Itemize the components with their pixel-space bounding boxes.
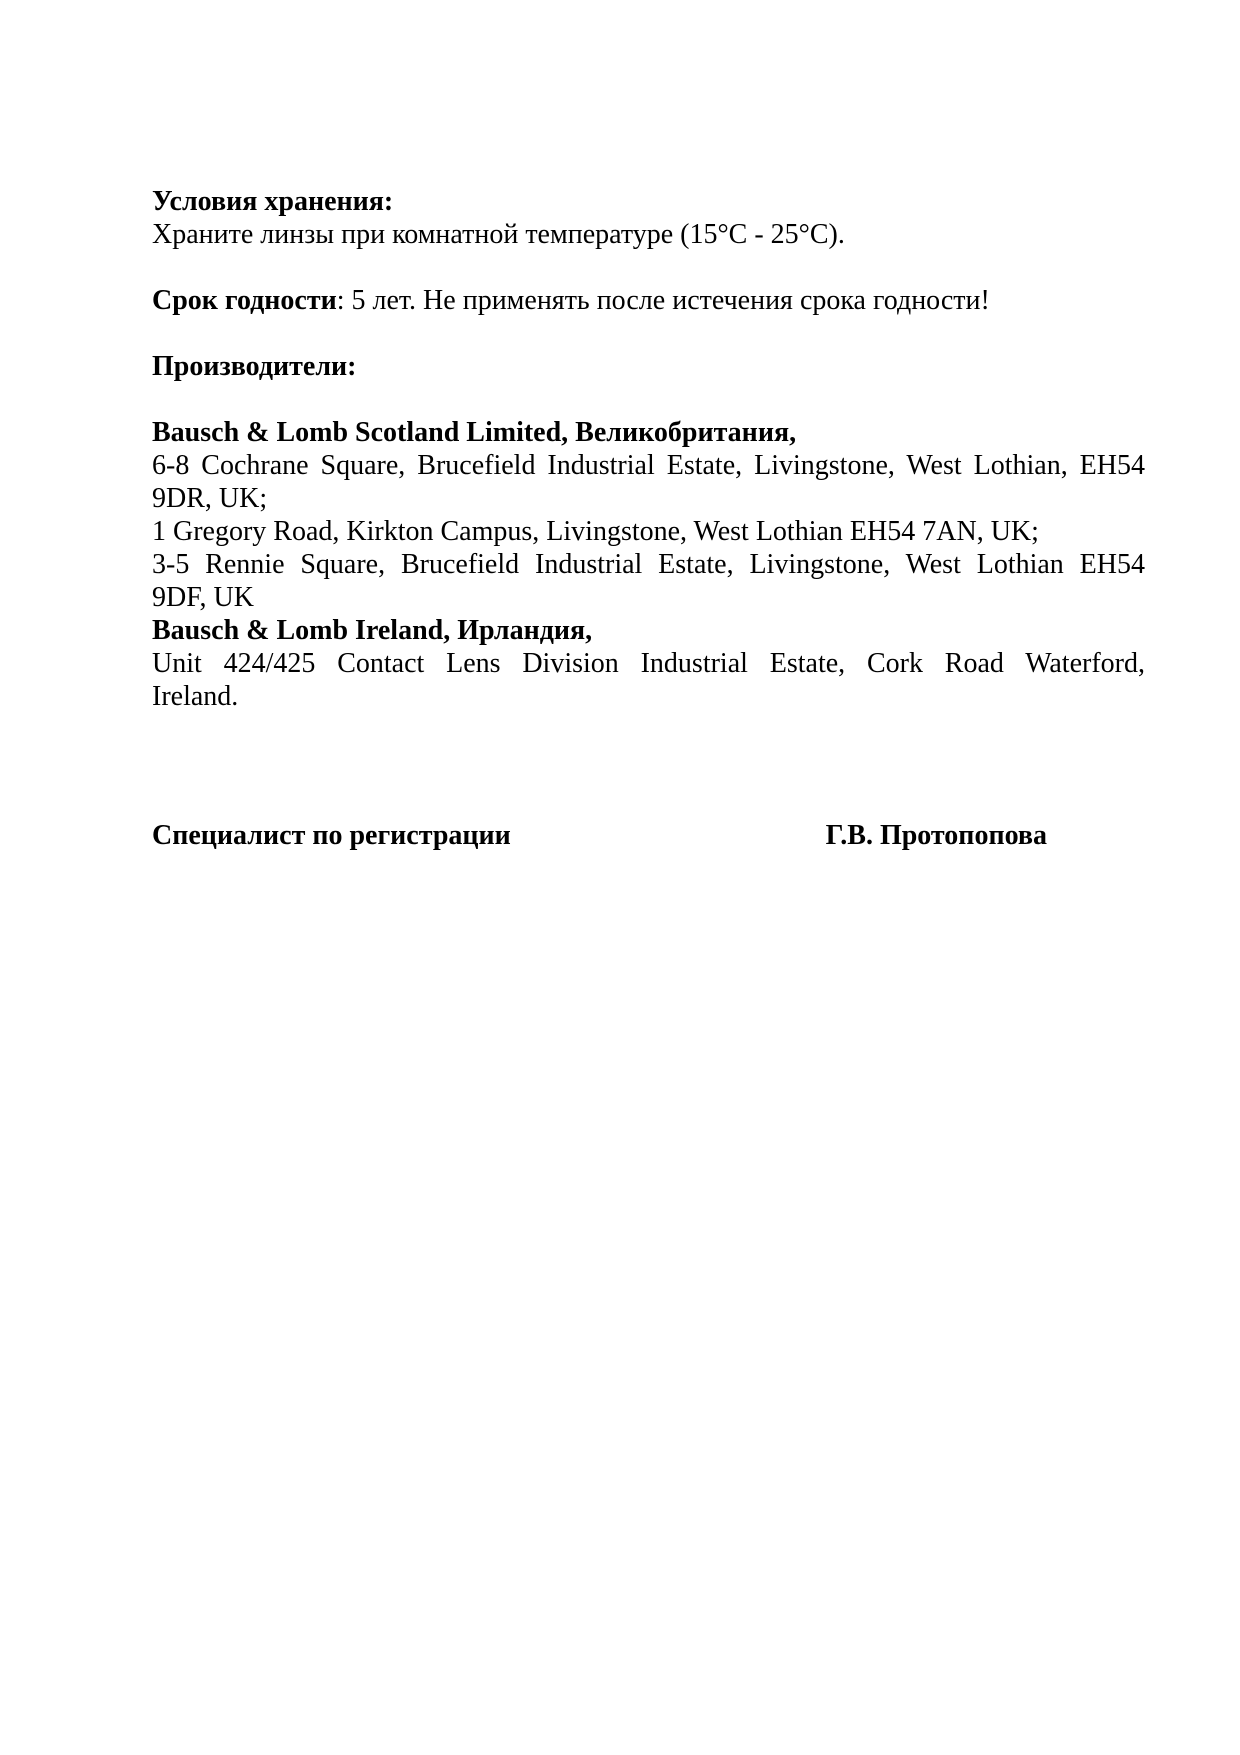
manufacturer-uk-address-line: 9DR, UK; (152, 483, 268, 514)
storage-conditions-heading: Условия хранения: (152, 186, 394, 217)
manufacturer-uk-address-line: 1 Gregory Road, Kirkton Campus, Livingstone, West Lothian EH54 7AN, UK; (152, 516, 1039, 547)
storage-conditions-text: Храните линзы при комнатной температуре (15°C - 25°C). (152, 219, 845, 250)
signature-role: Специалист по регистрации (152, 820, 511, 851)
manufacturer-ireland-name: Bausch & Lomb Ireland, Ирландия, (152, 615, 593, 646)
manufacturer-uk-address-line: 9DF, UK (152, 582, 254, 613)
manufacturer-ireland-address-line: Ireland. (152, 681, 239, 712)
manufacturer-uk-address-line: 3-5 Rennie Square, Brucefield Industrial Estate, Livingstone, West Lothian EH54 (152, 549, 1145, 580)
manufacturer-uk-name: Bausch & Lomb Scotland Limited, Великобритания, (152, 417, 797, 448)
manufacturer-uk-address-line: 6-8 Cochrane Square, Brucefield Industrial Estate, Livingstone, West Lothian, EH54 (152, 450, 1145, 481)
manufacturer-ireland-address-line: Unit 424/425 Contact Lens Division Industrial Estate, Cork Road Waterford, (152, 648, 1145, 679)
shelf-life-text: : 5 лет. Не применять после истечения срока годности! (336, 285, 990, 316)
signature-row (152, 819, 1145, 852)
manufacturers-heading: Производители: (152, 351, 357, 382)
shelf-life-line (152, 284, 1145, 317)
signature-name: Г.В. Протопопова (825, 820, 1047, 851)
shelf-life-label: Срок годности (152, 285, 337, 316)
